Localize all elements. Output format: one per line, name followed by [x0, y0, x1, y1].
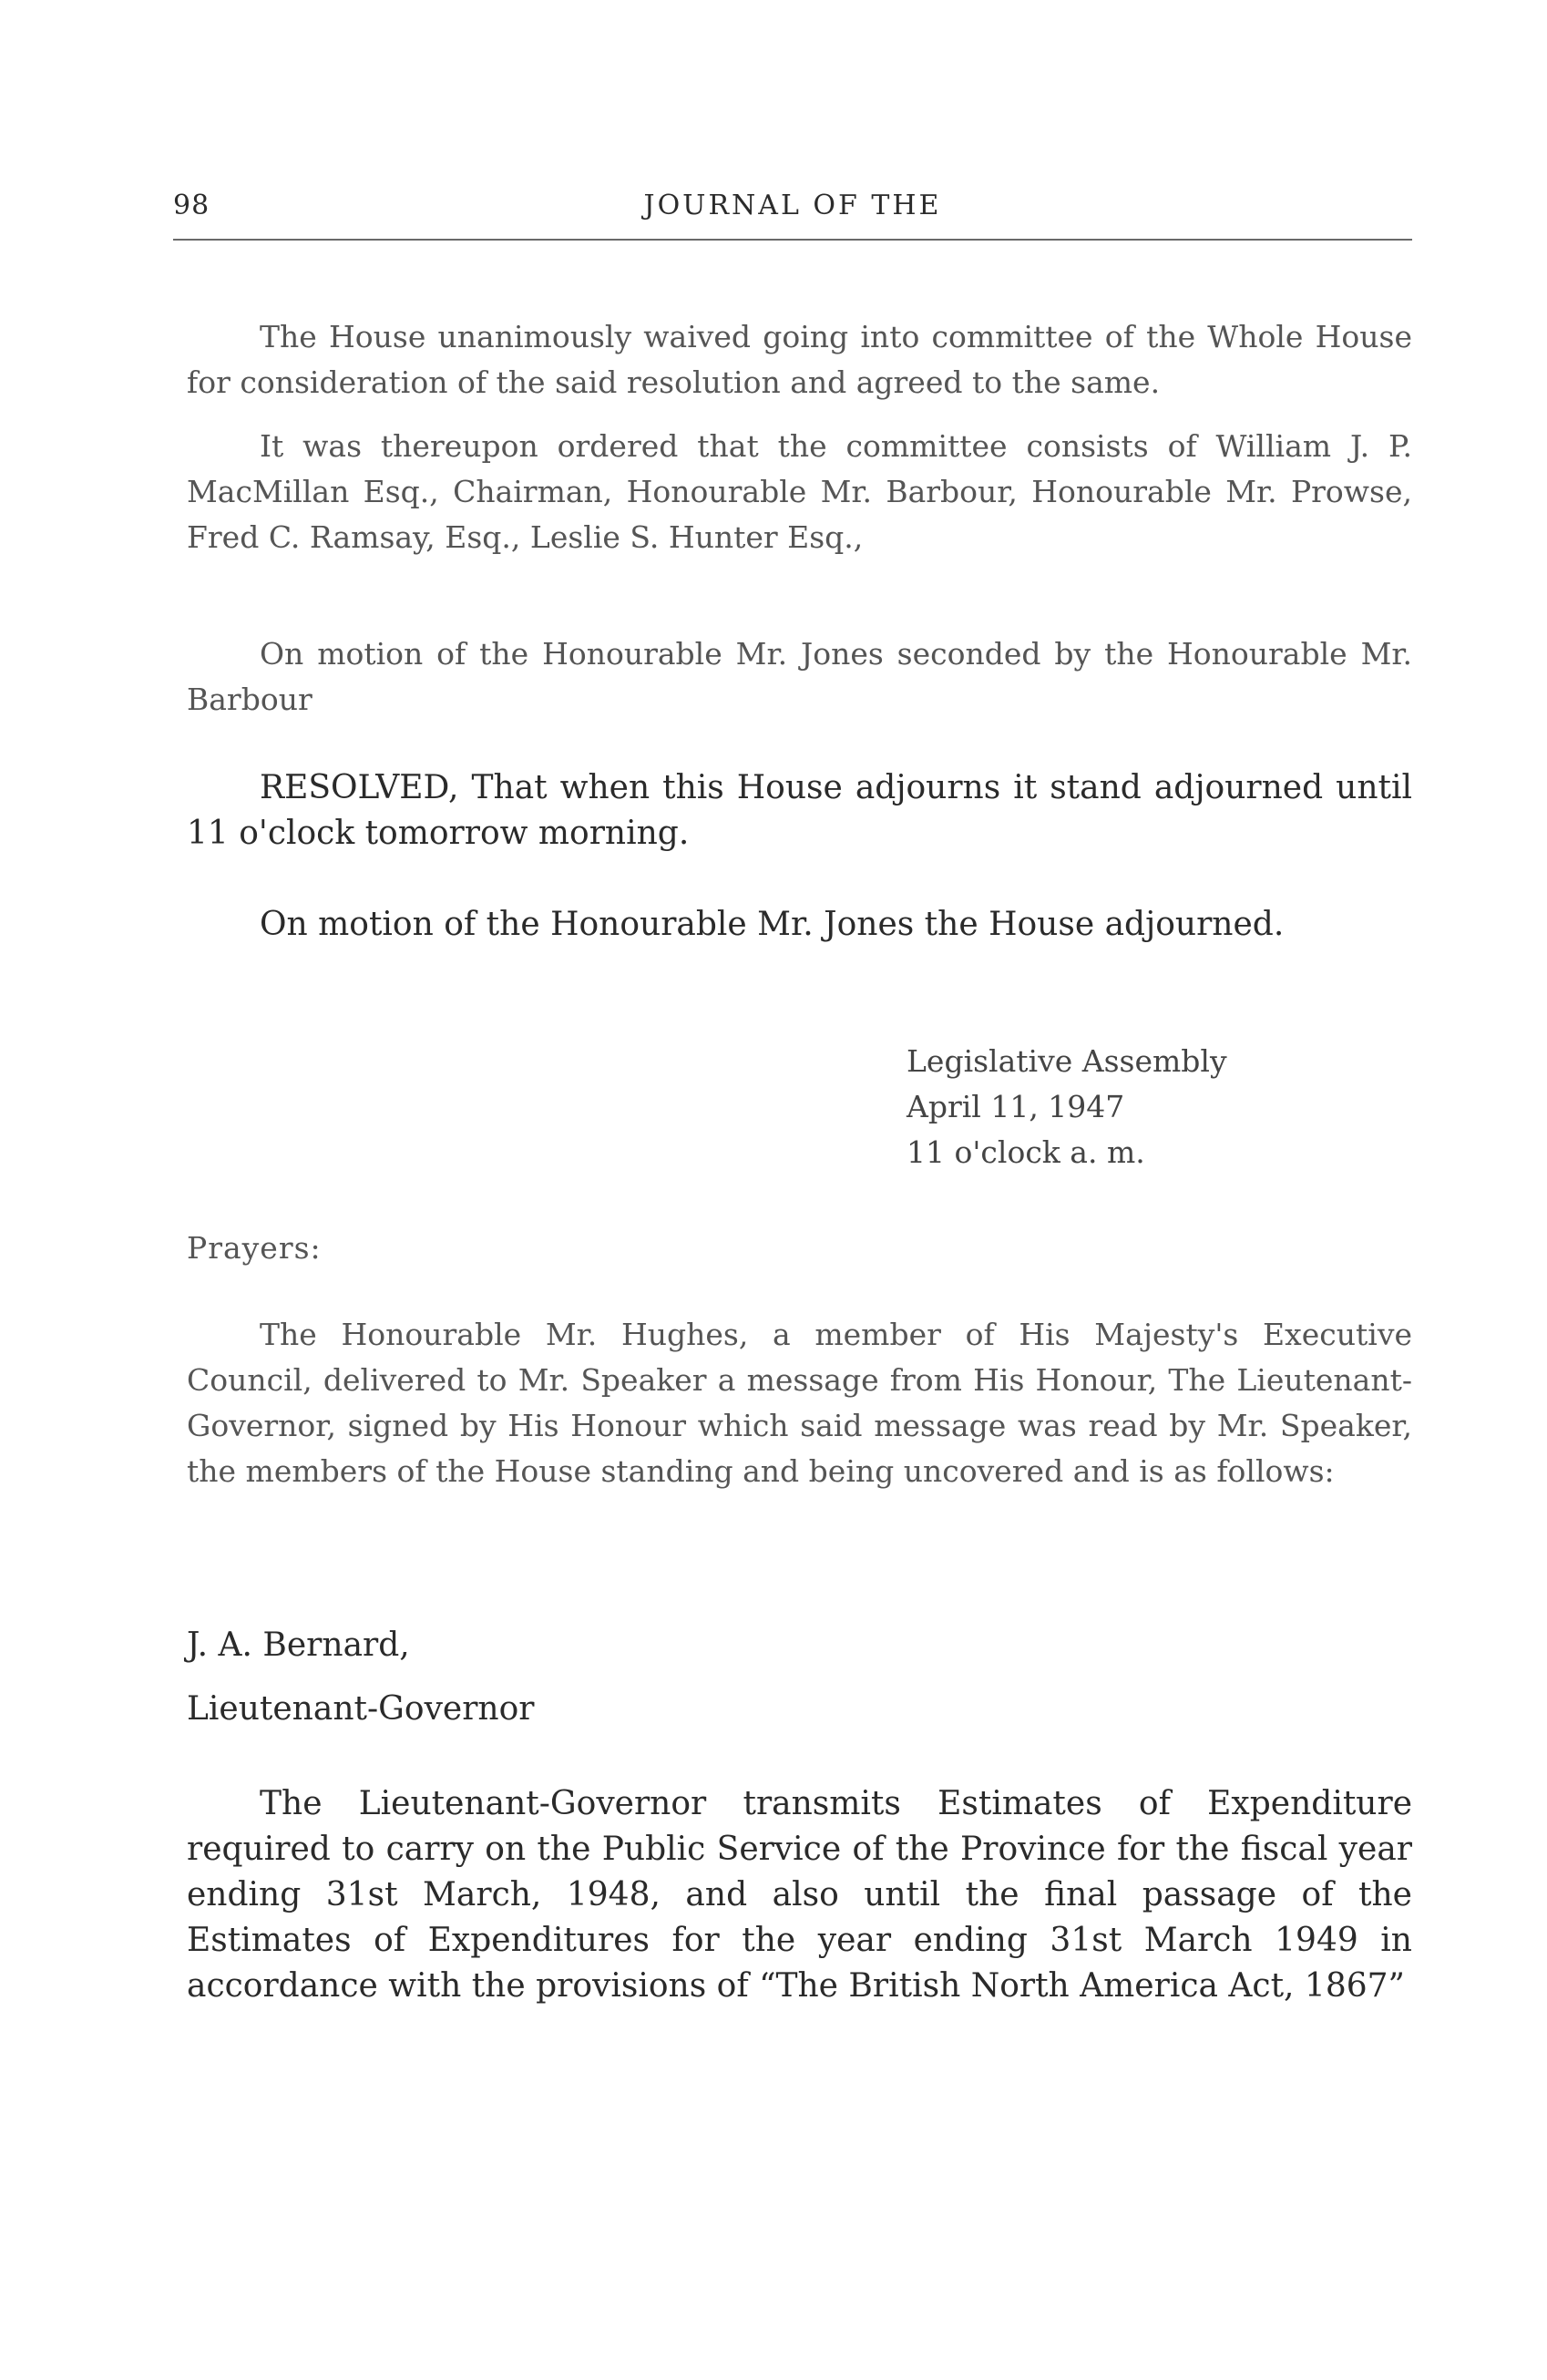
- running-head: JOURNAL OF THE: [643, 190, 942, 221]
- prayers-label: Prayers:: [187, 1230, 322, 1266]
- sitting-time: 11 o'clock a. m.: [907, 1134, 1145, 1170]
- paragraph-committee-waived: The House unanimously waived going into committee of the Whole House for consideration of the said resolution and agreed to the same.: [187, 319, 1412, 400]
- page-number: 98: [173, 190, 210, 221]
- sitting-assembly: Legislative Assembly: [907, 1043, 1227, 1079]
- paragraph-committee-ordered: It was thereupon ordered that the committee consists of William J. P. MacMillan Esq., Chairman, Honourable Mr. Barbour, Honourable Mr. Prowse, Fred C. Ramsay, Esq., Leslie S. Hunter Esq.,: [187, 428, 1412, 555]
- page-header: [173, 190, 1412, 241]
- header-rule: [173, 239, 1412, 241]
- signatory-title: Lieutenant-Governor: [187, 1690, 535, 1728]
- sitting-heading: [907, 1039, 1227, 1175]
- paragraph-resolved: RESOLVED, That when this House adjourns it stand adjourned until 11 o'clock tomorrow morning.: [187, 769, 1412, 852]
- paragraph-message-delivered: The Honourable Mr. Hughes, a member of His Majesty's Executive Council, delivered to Mr. Speaker a message from His Honour, The Lieutenant-Governor, signed by His Honour which said message was read by Mr. Speaker, the members of the House standing and being uncovered and is as follows:: [187, 1317, 1412, 1489]
- paragraph-motion-seconded: On motion of the Honourable Mr. Jones seconded by the Honourable Mr. Barbour: [187, 636, 1412, 717]
- signatory-name: J. A. Bernard,: [187, 1626, 410, 1664]
- paragraph-estimates: The Lieutenant-Governor transmits Estimates of Expenditure required to carry on the Public Service of the Province for the fiscal year ending 31st March, 1948, and also until the final passage of the Estimates of Expenditures for the year ending 31st March 1949 in accordance with the provisions of “The British North America Act, 1867”: [187, 1785, 1412, 2005]
- sitting-date: April 11, 1947: [907, 1089, 1125, 1124]
- paragraph-adjourned: On motion of the Honourable Mr. Jones the House adjourned.: [260, 906, 1285, 943]
